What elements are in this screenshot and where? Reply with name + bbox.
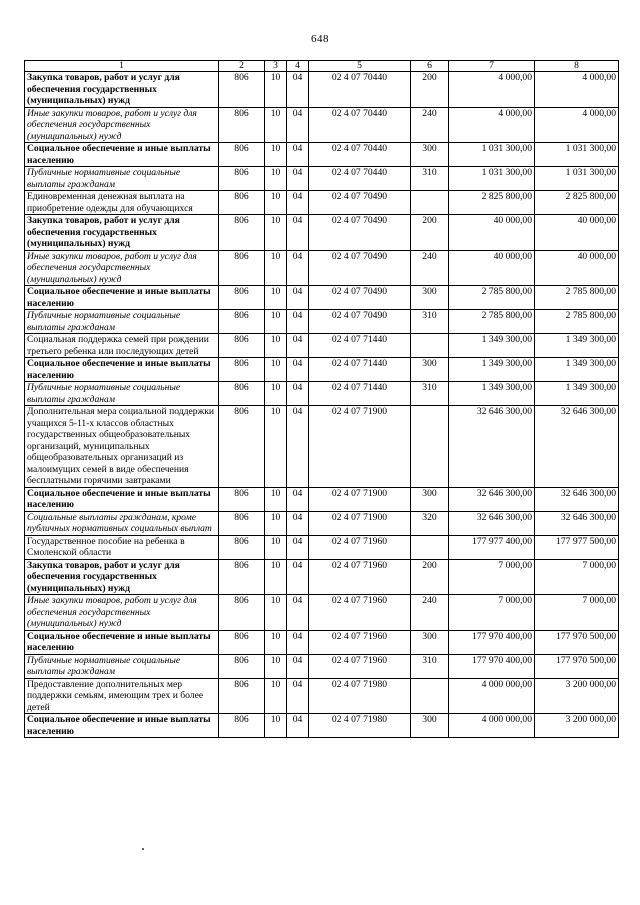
table-row xyxy=(25,487,619,511)
code-cell: 806 xyxy=(219,559,265,595)
code-cell: 806 xyxy=(219,250,265,286)
code-cell: 806 xyxy=(219,678,265,714)
header-row xyxy=(25,61,619,72)
section-cell: 10 xyxy=(265,559,287,595)
code-cell: 806 xyxy=(219,107,265,143)
row-name-cell: Социальное обеспечение и иные выплаты населению xyxy=(25,358,219,382)
amount-year-1-cell: 40 000,00 xyxy=(449,215,535,251)
subsection-cell: 04 xyxy=(287,559,309,595)
target-article-cell: 02 4 07 70490 xyxy=(309,215,411,251)
subsection-cell: 04 xyxy=(287,215,309,251)
amount-year-2-cell: 4 000,00 xyxy=(535,72,619,108)
target-article-cell: 02 4 07 71960 xyxy=(309,535,411,559)
target-article-cell: 02 4 07 71900 xyxy=(309,487,411,511)
section-cell: 10 xyxy=(265,286,287,310)
amount-year-2-cell: 177 970 500,00 xyxy=(535,654,619,678)
section-cell: 10 xyxy=(265,72,287,108)
expense-type-cell: 320 xyxy=(411,511,449,535)
page-number: 648 xyxy=(311,33,329,45)
expense-type-cell: 240 xyxy=(411,107,449,143)
section-cell: 10 xyxy=(265,535,287,559)
table-row xyxy=(25,334,619,358)
subsection-cell: 04 xyxy=(287,654,309,678)
table-row xyxy=(25,250,619,286)
target-article-cell: 02 4 07 71440 xyxy=(309,334,411,358)
row-name-cell: Публичные нормативные социальные выплаты гражданам xyxy=(25,167,219,191)
expense-type-cell: 310 xyxy=(411,167,449,191)
subsection-cell: 04 xyxy=(287,310,309,334)
subsection-cell: 04 xyxy=(287,72,309,108)
target-article-cell: 02 4 07 70440 xyxy=(309,143,411,167)
row-name-cell: Социальное обеспечение и иные выплаты населению xyxy=(25,630,219,654)
table-row xyxy=(25,630,619,654)
column-header: 3 xyxy=(265,61,287,72)
target-article-cell: 02 4 07 71980 xyxy=(309,714,411,738)
subsection-cell: 04 xyxy=(287,406,309,488)
subsection-cell: 04 xyxy=(287,382,309,406)
expense-type-cell: 300 xyxy=(411,286,449,310)
subsection-cell: 04 xyxy=(287,678,309,714)
section-cell: 10 xyxy=(265,191,287,215)
code-cell: 806 xyxy=(219,406,265,488)
amount-year-1-cell: 7 000,00 xyxy=(449,559,535,595)
amount-year-2-cell: 32 646 300,00 xyxy=(535,487,619,511)
expense-type-cell: 300 xyxy=(411,358,449,382)
amount-year-2-cell: 1 031 300,00 xyxy=(535,167,619,191)
section-cell: 10 xyxy=(265,714,287,738)
table-row xyxy=(25,511,619,535)
subsection-cell: 04 xyxy=(287,511,309,535)
row-name-cell: Публичные нормативные социальные выплаты гражданам xyxy=(25,310,219,334)
row-name-cell: Государственное пособие на ребенка в Смоленской области xyxy=(25,535,219,559)
table-row xyxy=(25,143,619,167)
amount-year-2-cell: 40 000,00 xyxy=(535,215,619,251)
amount-year-1-cell: 4 000,00 xyxy=(449,72,535,108)
scan-speck xyxy=(142,848,144,850)
amount-year-2-cell: 32 646 300,00 xyxy=(535,511,619,535)
amount-year-1-cell: 4 000,00 xyxy=(449,107,535,143)
subsection-cell: 04 xyxy=(287,334,309,358)
target-article-cell: 02 4 07 70490 xyxy=(309,310,411,334)
column-header: 6 xyxy=(411,61,449,72)
table-row xyxy=(25,406,619,488)
subsection-cell: 04 xyxy=(287,286,309,310)
column-header: 8 xyxy=(535,61,619,72)
table-row xyxy=(25,358,619,382)
code-cell: 806 xyxy=(219,167,265,191)
subsection-cell: 04 xyxy=(287,595,309,631)
target-article-cell: 02 4 07 70440 xyxy=(309,167,411,191)
table-row xyxy=(25,215,619,251)
table-row xyxy=(25,286,619,310)
amount-year-2-cell: 7 000,00 xyxy=(535,595,619,631)
subsection-cell: 04 xyxy=(287,107,309,143)
expense-type-cell: 240 xyxy=(411,595,449,631)
section-cell: 10 xyxy=(265,143,287,167)
amount-year-2-cell: 2 785 800,00 xyxy=(535,286,619,310)
table-row xyxy=(25,595,619,631)
code-cell: 806 xyxy=(219,72,265,108)
amount-year-2-cell: 2 825 800,00 xyxy=(535,191,619,215)
section-cell: 10 xyxy=(265,595,287,631)
row-name-cell: Социальное обеспечение и иные выплаты населению xyxy=(25,487,219,511)
amount-year-1-cell: 7 000,00 xyxy=(449,595,535,631)
expense-type-cell: 300 xyxy=(411,714,449,738)
column-header: 4 xyxy=(287,61,309,72)
row-name-cell: Иные закупки товаров, работ и услуг для обеспечения государственных (муниципальных) нужд xyxy=(25,595,219,631)
row-name-cell: Публичные нормативные социальные выплаты гражданам xyxy=(25,654,219,678)
row-name-cell: Публичные нормативные социальные выплаты гражданам xyxy=(25,382,219,406)
amount-year-2-cell: 1 349 300,00 xyxy=(535,334,619,358)
column-header: 7 xyxy=(449,61,535,72)
code-cell: 806 xyxy=(219,630,265,654)
code-cell: 806 xyxy=(219,143,265,167)
target-article-cell: 02 4 07 71980 xyxy=(309,678,411,714)
target-article-cell: 02 4 07 71440 xyxy=(309,358,411,382)
subsection-cell: 04 xyxy=(287,358,309,382)
code-cell: 806 xyxy=(219,191,265,215)
code-cell: 806 xyxy=(219,334,265,358)
amount-year-2-cell: 1 349 300,00 xyxy=(535,382,619,406)
section-cell: 10 xyxy=(265,487,287,511)
amount-year-2-cell: 40 000,00 xyxy=(535,250,619,286)
expense-type-cell: 300 xyxy=(411,487,449,511)
section-cell: 10 xyxy=(265,107,287,143)
amount-year-1-cell: 32 646 300,00 xyxy=(449,406,535,488)
amount-year-2-cell: 3 200 000,00 xyxy=(535,678,619,714)
expense-type-cell xyxy=(411,535,449,559)
amount-year-1-cell: 1 031 300,00 xyxy=(449,143,535,167)
table-row xyxy=(25,72,619,108)
expense-type-cell: 300 xyxy=(411,143,449,167)
row-name-cell: Закупка товаров, работ и услуг для обеспечения государственных (муниципальных) нужд xyxy=(25,215,219,251)
amount-year-1-cell: 2 825 800,00 xyxy=(449,191,535,215)
table-row xyxy=(25,382,619,406)
code-cell: 806 xyxy=(219,511,265,535)
amount-year-2-cell: 1 031 300,00 xyxy=(535,143,619,167)
row-name-cell: Социальная поддержка семей при рождении третьего ребенка или последующих детей xyxy=(25,334,219,358)
section-cell: 10 xyxy=(265,678,287,714)
expense-type-cell: 200 xyxy=(411,215,449,251)
target-article-cell: 02 4 07 70490 xyxy=(309,286,411,310)
subsection-cell: 04 xyxy=(287,143,309,167)
subsection-cell: 04 xyxy=(287,535,309,559)
target-article-cell: 02 4 07 70490 xyxy=(309,250,411,286)
subsection-cell: 04 xyxy=(287,250,309,286)
subsection-cell: 04 xyxy=(287,487,309,511)
row-name-cell: Социальное обеспечение и иные выплаты населению xyxy=(25,714,219,738)
target-article-cell: 02 4 07 71900 xyxy=(309,511,411,535)
expense-type-cell: 310 xyxy=(411,310,449,334)
amount-year-1-cell: 32 646 300,00 xyxy=(449,511,535,535)
subsection-cell: 04 xyxy=(287,630,309,654)
target-article-cell: 02 4 07 71960 xyxy=(309,595,411,631)
subsection-cell: 04 xyxy=(287,191,309,215)
amount-year-1-cell: 2 785 800,00 xyxy=(449,286,535,310)
row-name-cell: Социальное обеспечение и иные выплаты населению xyxy=(25,143,219,167)
target-article-cell: 02 4 07 70490 xyxy=(309,191,411,215)
amount-year-2-cell: 177 977 500,00 xyxy=(535,535,619,559)
amount-year-1-cell: 4 000 000,00 xyxy=(449,714,535,738)
section-cell: 10 xyxy=(265,511,287,535)
table-row xyxy=(25,107,619,143)
table-row xyxy=(25,559,619,595)
code-cell: 806 xyxy=(219,286,265,310)
target-article-cell: 02 4 07 71960 xyxy=(309,654,411,678)
code-cell: 806 xyxy=(219,358,265,382)
code-cell: 806 xyxy=(219,310,265,334)
row-name-cell: Социальные выплаты гражданам, кроме публичных нормативных социальных выплат xyxy=(25,511,219,535)
amount-year-2-cell: 32 646 300,00 xyxy=(535,406,619,488)
column-header: 5 xyxy=(309,61,411,72)
section-cell: 10 xyxy=(265,406,287,488)
code-cell: 806 xyxy=(219,595,265,631)
amount-year-2-cell: 2 785 800,00 xyxy=(535,310,619,334)
amount-year-2-cell: 7 000,00 xyxy=(535,559,619,595)
target-article-cell: 02 4 07 71440 xyxy=(309,382,411,406)
code-cell: 806 xyxy=(219,714,265,738)
expense-type-cell xyxy=(411,406,449,488)
row-name-cell: Закупка товаров, работ и услуг для обеспечения государственных (муниципальных) нужд xyxy=(25,72,219,108)
expense-type-cell: 240 xyxy=(411,250,449,286)
row-name-cell: Единовременная денежная выплата на приобретение одежды для обучающихся xyxy=(25,191,219,215)
section-cell: 10 xyxy=(265,250,287,286)
budget-table xyxy=(24,60,619,738)
amount-year-2-cell: 177 970 500,00 xyxy=(535,630,619,654)
subsection-cell: 04 xyxy=(287,714,309,738)
expense-type-cell: 200 xyxy=(411,559,449,595)
section-cell: 10 xyxy=(265,654,287,678)
expense-type-cell xyxy=(411,678,449,714)
code-cell: 806 xyxy=(219,215,265,251)
amount-year-1-cell: 1 349 300,00 xyxy=(449,382,535,406)
section-cell: 10 xyxy=(265,215,287,251)
amount-year-1-cell: 177 970 400,00 xyxy=(449,654,535,678)
column-header: 1 xyxy=(25,61,219,72)
section-cell: 10 xyxy=(265,630,287,654)
expense-type-cell xyxy=(411,191,449,215)
expense-type-cell xyxy=(411,334,449,358)
expense-type-cell: 310 xyxy=(411,654,449,678)
table-row xyxy=(25,310,619,334)
target-article-cell: 02 4 07 70440 xyxy=(309,72,411,108)
amount-year-1-cell: 32 646 300,00 xyxy=(449,487,535,511)
section-cell: 10 xyxy=(265,167,287,191)
table-row xyxy=(25,678,619,714)
amount-year-2-cell: 1 349 300,00 xyxy=(535,358,619,382)
amount-year-1-cell: 1 349 300,00 xyxy=(449,358,535,382)
amount-year-1-cell: 1 349 300,00 xyxy=(449,334,535,358)
row-name-cell: Предоставление дополнительных мер поддержки семьям, имеющим трех и более детей xyxy=(25,678,219,714)
section-cell: 10 xyxy=(265,358,287,382)
amount-year-1-cell: 4 000 000,00 xyxy=(449,678,535,714)
expense-type-cell: 200 xyxy=(411,72,449,108)
row-name-cell: Закупка товаров, работ и услуг для обеспечения государственных (муниципальных) нужд xyxy=(25,559,219,595)
target-article-cell: 02 4 07 70440 xyxy=(309,107,411,143)
subsection-cell: 04 xyxy=(287,167,309,191)
table-row xyxy=(25,654,619,678)
row-name-cell: Социальное обеспечение и иные выплаты населению xyxy=(25,286,219,310)
target-article-cell: 02 4 07 71960 xyxy=(309,630,411,654)
code-cell: 806 xyxy=(219,654,265,678)
amount-year-1-cell: 177 977 400,00 xyxy=(449,535,535,559)
row-name-cell: Иные закупки товаров, работ и услуг для обеспечения государственных (муниципальных) нужд xyxy=(25,250,219,286)
amount-year-1-cell: 2 785 800,00 xyxy=(449,310,535,334)
expense-type-cell: 300 xyxy=(411,630,449,654)
row-name-cell: Иные закупки товаров, работ и услуг для обеспечения государственных (муниципальных) нужд xyxy=(25,107,219,143)
table-row xyxy=(25,191,619,215)
row-name-cell: Дополнительная мера социальной поддержки учащихся 5-11-х классов областных государственных общеобразовательных организаций, муниципальных общеобразовательных организаций из малоимущих семей в виде обеспечения бесплатными горячими завтраками xyxy=(25,406,219,488)
table-row xyxy=(25,167,619,191)
target-article-cell: 02 4 07 71900 xyxy=(309,406,411,488)
expense-type-cell: 310 xyxy=(411,382,449,406)
table-row xyxy=(25,714,619,738)
section-cell: 10 xyxy=(265,382,287,406)
code-cell: 806 xyxy=(219,382,265,406)
amount-year-2-cell: 4 000,00 xyxy=(535,107,619,143)
target-article-cell: 02 4 07 71960 xyxy=(309,559,411,595)
amount-year-2-cell: 3 200 000,00 xyxy=(535,714,619,738)
amount-year-1-cell: 40 000,00 xyxy=(449,250,535,286)
table-row xyxy=(25,535,619,559)
section-cell: 10 xyxy=(265,334,287,358)
amount-year-1-cell: 177 970 400,00 xyxy=(449,630,535,654)
code-cell: 806 xyxy=(219,535,265,559)
section-cell: 10 xyxy=(265,310,287,334)
code-cell: 806 xyxy=(219,487,265,511)
amount-year-1-cell: 1 031 300,00 xyxy=(449,167,535,191)
column-header: 2 xyxy=(219,61,265,72)
